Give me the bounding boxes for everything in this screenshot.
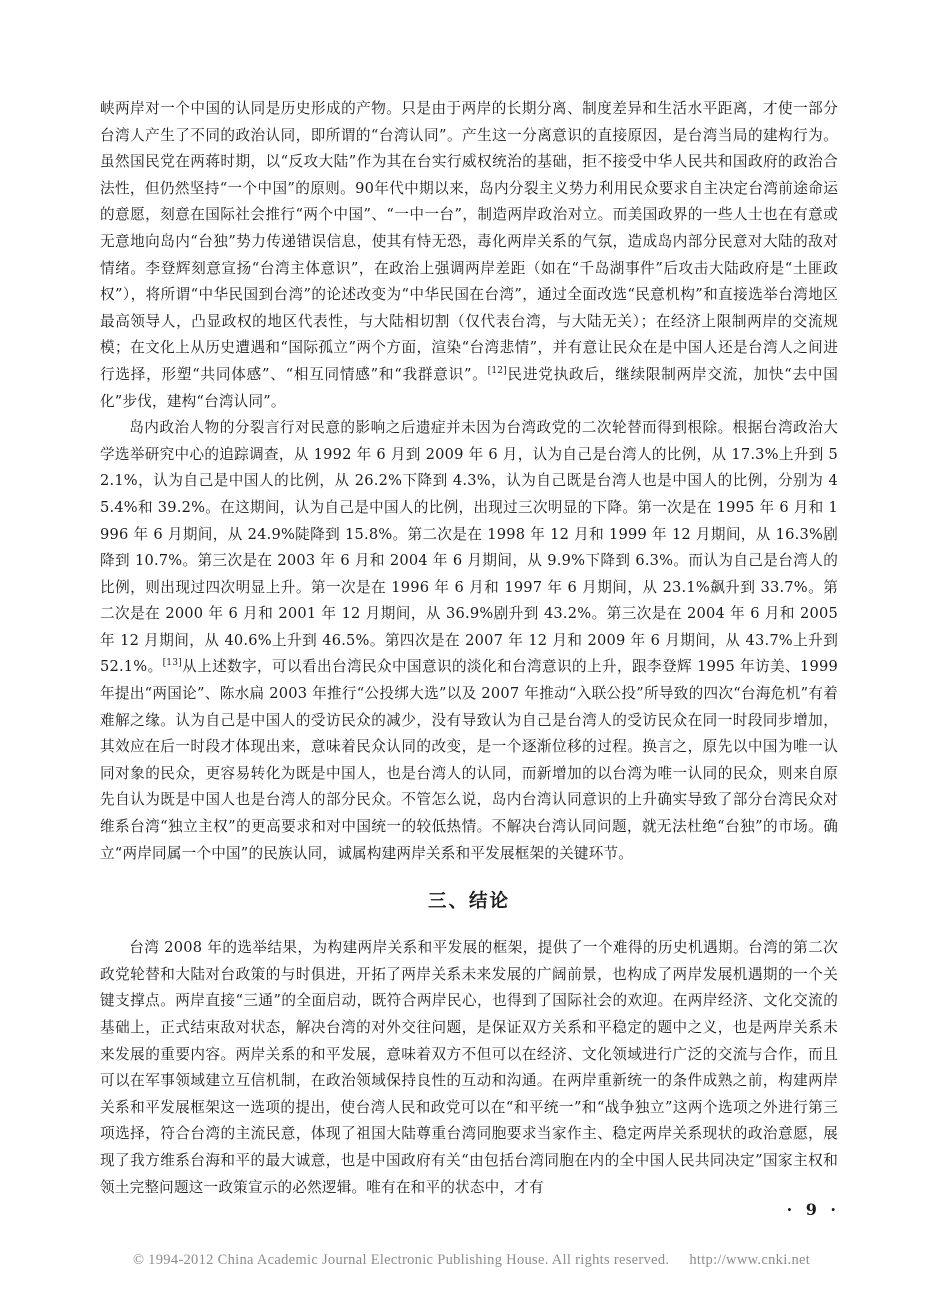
page-number: · 9 · <box>786 1200 840 1219</box>
citation-reference[interactable]: [13] <box>162 658 182 669</box>
paragraph-text: 峡两岸对一个中国的认同是历史形成的产物。只是由于两岸的长期分离、制度差异和生活水平距离，才使一部分台湾人产生了不同的政治认同，即所谓的“台湾认同”。产生这一分离意识的直接原因，是台湾当局的建构行为。虽然国民党在两蒋时期，以“反攻大陆”作为其在台实行威权统治的基础，拒不接受中华人民共和国政府的政治合法性，但仍然坚持“一个中国”的原则。90年代中期以来，岛内分裂主义势力利用民众要求自主决定台湾前途命运的意愿，刻意在国际社会推行“两个中国”、“一中一台”，制造两岸政治对立。而美国政界的一些人士也在有意或无意地向岛内“台独”势力传递错误信息，使其有恃无恐，毒化两岸关系的气氛，造成岛内部分民意对大陆的敌对情绪。李登辉刻意宣扬“台湾主体意识”，在政治上强调两岸差距（如在“千岛湖事件”后攻击大陆政府是“土匪政权”），将所谓“中华民国到台湾”的论述改变为“中华民国在台湾”，通过全面改选“民意机构”和直接选举台湾地区最高领导人，凸显政权的地区代表性，与大陆相切割（仅代表台湾，与大陆无关）；在经济上限制两岸的交流规模；在文化上从历史遭遇和“国际孤立”两个方面，渲染“台湾悲情”，并有意让民众在是中国人还是台湾人之间进行选择，形塑“共同体感”、“相互同情感”和“我群意识”。 <box>100 100 838 383</box>
paragraph-text: 台湾 2008 年的选举结果，为构建两岸关系和平发展的框架，提供了一个难得的历史机遇期。台湾的第二次政党轮替和大陆对台政策的与时俱进，开拓了两岸关系未来发展的广阔前景，也构成了两岸发展机遇期的一个关键支撑点。两岸直接“三通”的全面启动，既符合两岸民心，也得到了国际社会的欢迎。在两岸经济、文化交流的基础上，正式结束敌对状态，解决台湾的对外交往问题，是保证双方关系和平稳定的题中之义，也是两岸关系未来发展的重要内容。两岸关系的和平发展，意味着双方不但可以在经济、文化领域进行广泛的交流与合作，而且可以在军事领域建立互信机制，在政治领域保持良性的互动和沟通。在两岸重新统一的条件成熟之前，构建两岸关系和平发展框架这一选项的提出，使台湾人民和政党可以在“和平统一”和“战争独立”这两个选项之外进行第三项选择，符合台湾的主流民意，体现了祖国大陆尊重台湾同胞要求当家作主、稳定两岸关系现状的政治意愿，展现了我方维系台海和平的最大诚意，也是中国政府有关“由包括台湾同胞在内的全中国人民共同决定”国家主权和领土完整问题这一政策宣示的必然逻辑。唯有在和平的状态中，才有 <box>100 939 838 1196</box>
paragraph-conclusion <box>100 935 838 1201</box>
paragraph-taiwan-identity-construction <box>100 96 838 415</box>
citation-reference[interactable]: [12] <box>487 366 507 377</box>
paragraph-text: 岛内政治人物的分裂言行对民意的影响之后遗症并未因为台湾政党的二次轮替而得到根除。根据台湾政治大学选举研究中心的追踪调查，从 1992 年 6 月到 2009 年 6 月，认为自己是台湾人的比例，从 17.3%上升到 52.1%，认为自己是中国人的比例，从 26.2%下降到 4.3%，认为自己既是台湾人也是中国人的比例，分别为 45.4%和 39.2%。在这期间，认为自己是中国人的比例，出现过三次明显的下降。第一次是在 1995 年 6 月和 1996 年 6 月期间，从 24.9%陡降到 15.8%。第二次是在 1998 年 12 月和 1999 年 12 月期间，从 16.3%剧降到 10.7%。第三次是在 2003 年 6 月和 2004 年 6 月期间，从 9.9%下降到 6.3%。而认为自己是台湾人的比例，则出现过四次明显上升。第一次是在 1996 年 6 月和 1997 年 6 月期间，从 23.1%飙升到 33.7%。第二次是在 2000 年 6 月和 2001 年 12 月期间，从 36.9%剧升到 43.2%。第三次是在 2004 年 6 月和 2005 年 12 月期间，从 40.6%上升到 46.5%。第四次是在 2007 年 12 月和 2009 年 6 月期间，从 43.7%上升到 52.1%。 <box>100 419 838 676</box>
copyright-footer <box>0 1252 943 1269</box>
paragraph-text-continued: 从上述数字，可以看出台湾民众中国意识的淡化和台湾意识的上升，跟李登辉 1995 年访美、1999 年提出“两国论”、陈水扁 2003 年推行“公投绑大选”以及 2007 年推动“入联公投”所导致的四次“台海危机”有着难解之缘。认为自己是中国人的受访民众的减少，没有导致认为自己是台湾人的受访民众在同一时段同步增加，其效应在后一时段才体现出来，意味着民众认同的改变，是一个逐渐位移的过程。换言之，原先以中国为唯一认同对象的民众，更容易转化为既是中国人，也是台湾人的认同，而新增加的以台湾为唯一认同的民众，则来自原先自认为既是中国人也是台湾人的部分民众。不管怎么说，岛内台湾认同意识的上升确实导致了部分台湾民众对维系台湾“独立主权”的更高要求和对中国统一的较低热情。不解决台湾认同问题，就无法杜绝“台独”的市场。确立“两岸同属一个中国”的民族认同，诚属构建两岸关系和平发展框架的关键环节。 <box>100 658 839 862</box>
copyright-text: © 1994-2012 China Academic Journal Electronic Publishing House. All rights reserved. <box>132 1252 670 1268</box>
section-heading-conclusion: 三、结论 <box>427 891 510 913</box>
paragraph-text-continued: 民进党执政后，继续限制两岸交流，加快“去中国化”步伐，建构“台湾认同”。 <box>100 365 838 410</box>
footer-url[interactable]: http://www.cnki.net <box>689 1252 811 1268</box>
paragraph-identity-survey <box>100 415 838 867</box>
article-body <box>100 96 838 1201</box>
